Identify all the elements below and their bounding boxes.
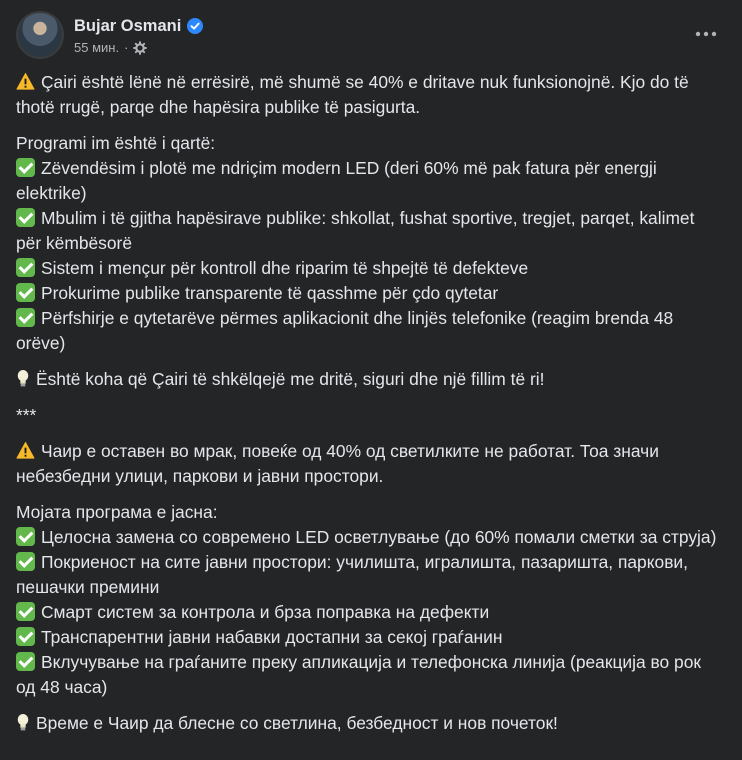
macedonian-program-title: Мојата програма е јасна: <box>16 502 218 522</box>
section-divider: *** <box>16 405 37 425</box>
albanian-closing: Është koha që Çairi të shkëlqejë me dritë, siguri dhe një fillim të ri! <box>16 367 724 392</box>
separator-dot: · <box>124 40 129 55</box>
check-mark-icon <box>16 158 35 177</box>
list-item: Целосна замена со современо LED осветлување (до 60% помали сметки за струја) <box>16 525 724 550</box>
gear-icon[interactable] <box>133 41 147 55</box>
check-mark-icon <box>16 652 35 671</box>
light-bulb-icon <box>16 713 30 732</box>
check-mark-icon <box>16 308 35 327</box>
verified-badge-icon <box>187 18 203 34</box>
check-mark-icon <box>16 258 35 277</box>
list-item: Покриеност на сите јавни простори: училишта, игралишта, пазаришта, паркови, пешачки премини <box>16 552 688 597</box>
macedonian-intro: Чаир е оставен во мрак, повеќе од 40% од светилките не работат. Тоа значи небезбедни улици, паркови и јавни простори. <box>16 441 659 486</box>
post-body <box>16 70 724 747</box>
list-item: Zëvendësim i plotë me ndriçim modern LED (deri 60% më pak fatura për energji elektrike) <box>16 158 657 203</box>
more-horizontal-icon <box>695 31 717 37</box>
list-item: Смарт систем за контрола и брза поправка на дефекти <box>16 600 724 625</box>
post-subline <box>74 40 203 55</box>
post-meta <box>74 15 203 55</box>
macedonian-closing: Време е Чаир да блесне со светлина, безбедност и нов почеток! <box>16 711 724 736</box>
macedonian-program <box>16 500 724 700</box>
list-item: Вклучување на граѓаните преку апликација и телефонска линија (реакција во рок од 48 часа) <box>16 652 702 697</box>
list-item: Përfshirje e qytetarëve përmes aplikacionit dhe linjës telefonike (reagim brenda 48 orëve) <box>16 308 674 353</box>
light-bulb-icon <box>16 369 30 388</box>
albanian-intro: Çairi është lënë në errësirë, më shumë se 40% e dritave nuk funksionojnë. Kjo do të thotë rrugë, parqe dhe hapësira publike të pasigurta. <box>16 72 689 117</box>
check-mark-icon <box>16 602 35 621</box>
post-header <box>16 12 203 58</box>
author-avatar[interactable] <box>16 11 64 59</box>
post-timestamp[interactable]: 55 мин. <box>74 40 120 55</box>
list-item: Mbulim i të gjitha hapësirave publike: shkollat, fushat sportive, tregjet, parqet, kalimet për këmbësorë <box>16 208 695 253</box>
check-mark-icon <box>16 208 35 227</box>
albanian-program <box>16 131 724 356</box>
author-row <box>74 15 203 37</box>
warning-icon <box>16 72 35 91</box>
check-mark-icon <box>16 552 35 571</box>
check-mark-icon <box>16 283 35 302</box>
list-item: Prokurime publike transparente të qasshme për çdo qytetar <box>16 281 724 306</box>
albanian-program-title: Programi im është i qartë: <box>16 133 216 153</box>
check-mark-icon <box>16 527 35 546</box>
check-mark-icon <box>16 627 35 646</box>
author-name[interactable]: Bujar Osmani <box>74 16 182 35</box>
more-options-button[interactable] <box>690 22 722 46</box>
list-item: Транспарентни јавни набавки достапни за секој граѓанин <box>16 625 724 650</box>
warning-icon <box>16 441 35 460</box>
list-item: Sistem i mençur për kontroll dhe riparim të shpejtë të defekteve <box>16 256 724 281</box>
